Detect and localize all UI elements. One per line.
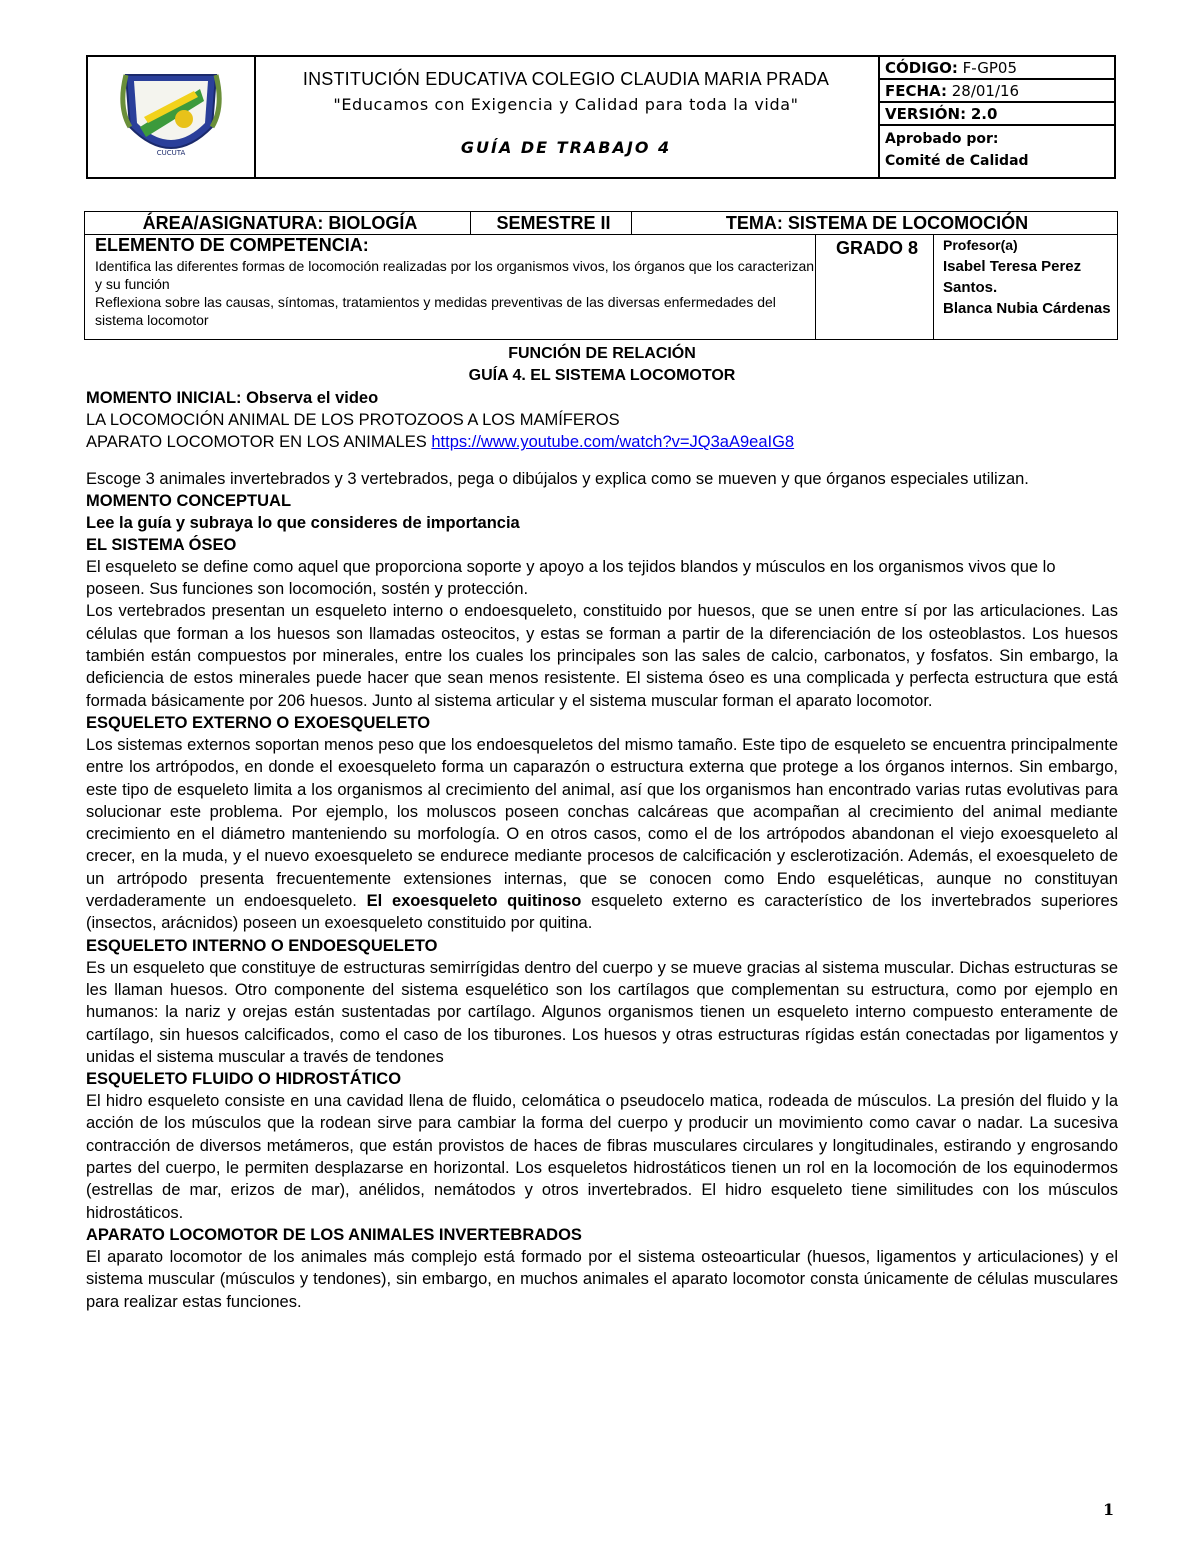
institution-name: INSTITUCIÓN EDUCATIVA COLEGIO CLAUDIA MARIA PRADA [302, 69, 830, 89]
initial-moment-heading: MOMENTO INICIAL: Observa el video [86, 389, 379, 407]
date-row [880, 80, 1114, 103]
document-body [86, 343, 1118, 1313]
video-link[interactable]: https://www.youtube.com/watch?v=JQ3aA9eaIG8 [431, 433, 795, 452]
blank-spacer [86, 454, 1118, 468]
exoskeleton-heading: ESQUELETO EXTERNO O EXOESQUELETO [86, 713, 431, 732]
bone-paragraph-2: Los vertebrados presentan un esqueleto interno o endoesqueleto, constituido por huesos, que se unen entre sí por las articulaciones. Las células que forman a los huesos son llamadas osteocitos, y estas se forman a partir de la diferenciación de los osteoblastos. Los huesos también están compuestos por minerales, entre los cuales los principales son las sales de calcio, carbonatos, y fosfatos. Sin embargo, la deficiencia de estos minerales puede hacer que sean menos resistente. El sistema óseo es una complicada y perfecta estructura que está formada básicamente por 206 huesos. Junto al sistema articular y el sistema muscular forman el aparato locomotor. [86, 602, 1118, 710]
section-title: FUNCIÓN DE RELACIÓN [508, 345, 696, 362]
apparatus-paragraph: El aparato locomotor de los animales más complejo está formado por el sistema osteoarticular (huesos, ligamentos y articulaciones) y el sistema muscular (músculos y tendones), sin embargo, en muchos animales el aparato locomotor consta únicamente de células musculares para realizar estas funciones. [86, 1247, 1118, 1311]
version-label: VERSIÓN: [885, 105, 967, 123]
area-cell: ÁREA/ASIGNATURA: BIOLOGÍA [85, 212, 471, 235]
hydrostatic-heading: ESQUELETO FLUIDO O HIDROSTÁTICO [86, 1070, 402, 1089]
competence-cell [85, 235, 816, 340]
competence-text-2: Reflexiona sobre las causas, síntomas, tratamientos y medidas preventivas de las diversas enfermedades del sistema locomotor [95, 294, 776, 328]
header-meta [880, 57, 1114, 177]
logo-text: CUCUTA [156, 149, 186, 157]
guide-subtitle: GUÍA 4. EL SISTEMA LOCOMOTOR [468, 367, 736, 384]
teacher-1: Isabel Teresa Perez Santos. [943, 258, 1082, 296]
guide-title: GUÍA DE TRABAJO 4 [460, 138, 672, 157]
date-label: FECHA: [885, 82, 947, 100]
approval-block [880, 126, 1114, 172]
code-row [880, 57, 1114, 80]
exoskeleton-text-b: esqueleto externo es característico de los invertebrados superiores (insectos, arácnidos) poseen un exoesqueleto constituido por quitina. [86, 892, 1118, 933]
endoskeleton-heading: ESQUELETO INTERNO O ENDOESQUELETO [86, 936, 438, 955]
teacher-label: Profesor(a) [943, 237, 1018, 253]
grade-cell: GRADO 8 [816, 235, 934, 340]
institution-motto: "Educamos con Exigencia y Calidad para toda la vida" [333, 95, 799, 114]
page-number: 1 [1103, 1500, 1115, 1519]
hydrostatic-paragraph: El hidro esqueleto consiste en una cavidad llena de fluido, celomática o pseudocelo matica, rodeada de músculos. La presión del fluido y la acción de los músculos que la rodean sirve para cambiar la forma del cuerpo y producir un movimiento como cavar o nadar. La sucesiva contracción de diversos metámeros, que están provistos de haces de fibras musculares circulares y longitudinales, estirando y engrosando partes del cuerpo, le permiten desplazarse en horizontal. Los esqueletos hidrostáticos tienen un rol en la locomoción de los equinodermos (estrellas de mar, erizos de mar), anélidos, nemátodos y otros invertebrados. El hidro esqueleto tiene similitudes con los músculos hidrostáticos. [86, 1092, 1118, 1222]
approved-by: Comité de Calidad [885, 153, 1029, 169]
code-label: CÓDIGO: [885, 59, 958, 77]
date-value: 28/01/16 [951, 82, 1020, 100]
bone-paragraph-1: El esqueleto se define como aquel que proporciona soporte y apoyo a los tejidos blandos y músculos en los organismos vivos que lo poseen. Sus funciones son locomoción, sostén y protección. [86, 557, 1056, 599]
task-paragraph: Escoge 3 animales invertebrados y 3 vertebrados, pega o dibújalos y explica como se mueven y que órganos especiales utilizan. [86, 469, 1029, 488]
video-title-2: APARATO LOCOMOTOR EN LOS ANIMALES [86, 433, 427, 452]
conceptual-instruction: Lee la guía y subraya lo que consideres de importancia [86, 513, 520, 532]
school-shield-logo [88, 57, 254, 177]
exoskeleton-paragraph [86, 734, 1118, 935]
video-title-2-line [86, 431, 1118, 453]
teacher-cell [934, 235, 1118, 340]
competence-text-1: Identifica las diferentes formas de locomoción realizadas por los organismos vivos, los órganos que los caracterizan y su función [95, 258, 815, 292]
video-title-1: LA LOCOMOCIÓN ANIMAL DE LOS PROTOZOOS A LOS MAMÍFEROS [86, 411, 620, 429]
subject-info-table [84, 211, 1118, 340]
bone-system-heading: EL SISTEMA ÓSEO [86, 535, 237, 554]
semester-cell: SEMESTRE II [471, 212, 632, 235]
competence-title: ELEMENTO DE COMPETENCIA: [95, 235, 369, 255]
apparatus-heading: APARATO LOCOMOTOR DE LOS ANIMALES INVERTEBRADOS [86, 1225, 582, 1244]
version-row [880, 103, 1114, 126]
code-value: F-GP05 [962, 59, 1017, 77]
exoskeleton-bold: El exoesqueleto quitinoso [366, 892, 582, 911]
topic-cell: TEMA: SISTEMA DE LOCOMOCIÓN [632, 212, 1118, 235]
document-header [86, 55, 1116, 179]
conceptual-heading: MOMENTO CONCEPTUAL [86, 491, 292, 510]
exoskeleton-text-a: Los sistemas externos soportan menos peso que los endoesqueletos del mismo tamaño. Este tipo de esqueleto se encuentra principalmente entre los artrópodos, en donde el exoesqueleto forma un caparazón o estructura externa que protege a los órganos internos. Sin embargo, este tipo de esqueleto limita a los organismos al crecimiento del animal, así que los organismos han encontrado varias rutas evolutivas para solucionar este problema. Por ejemplo, los moluscos poseen conchas calcáreas que acompañan al crecimiento del animal mediante crecimiento en el diámetro manteniendo su morfología. O en otros casos, como el de los artrópodos abandonan el viejo exoesqueleto al crecer, en la muda, y el nuevo exoesqueleto se endurece mediante procesos de calcificación y esclerotización. Además, el exoesqueleto de un artrópodo presenta frecuentemente extensiones internas, que se conocen como Endo esqueléticas, aunque no constituyan verdaderamente un endoesqueleto. [86, 735, 1118, 911]
version-value: 2.0 [970, 105, 998, 123]
endoskeleton-paragraph: Es un esqueleto que constituye de estructuras semirrígidas dentro del cuerpo y se mueve gracias al sistema muscular. Dichas estructuras se les llaman huesos. Otro componente del sistema esquelético son los cartílagos que complementan su estructura, como por ejemplo en humanos: la nariz y orejas están sustentadas por cartílago. Algunos organismos tienen un esqueleto interno compuesto enteramente de cartílago, sin huesos calcificados, como el caso de los tiburones. Los huesos y otras estructuras rígidas están conectadas por ligamentos y unidas el sistema muscular a través de tendones [86, 958, 1118, 1066]
approved-label: Aprobado por: [885, 131, 999, 147]
header-title-block [254, 57, 880, 177]
logo-cell [88, 57, 256, 177]
teacher-2: Blanca Nubia Cárdenas [943, 300, 1111, 317]
